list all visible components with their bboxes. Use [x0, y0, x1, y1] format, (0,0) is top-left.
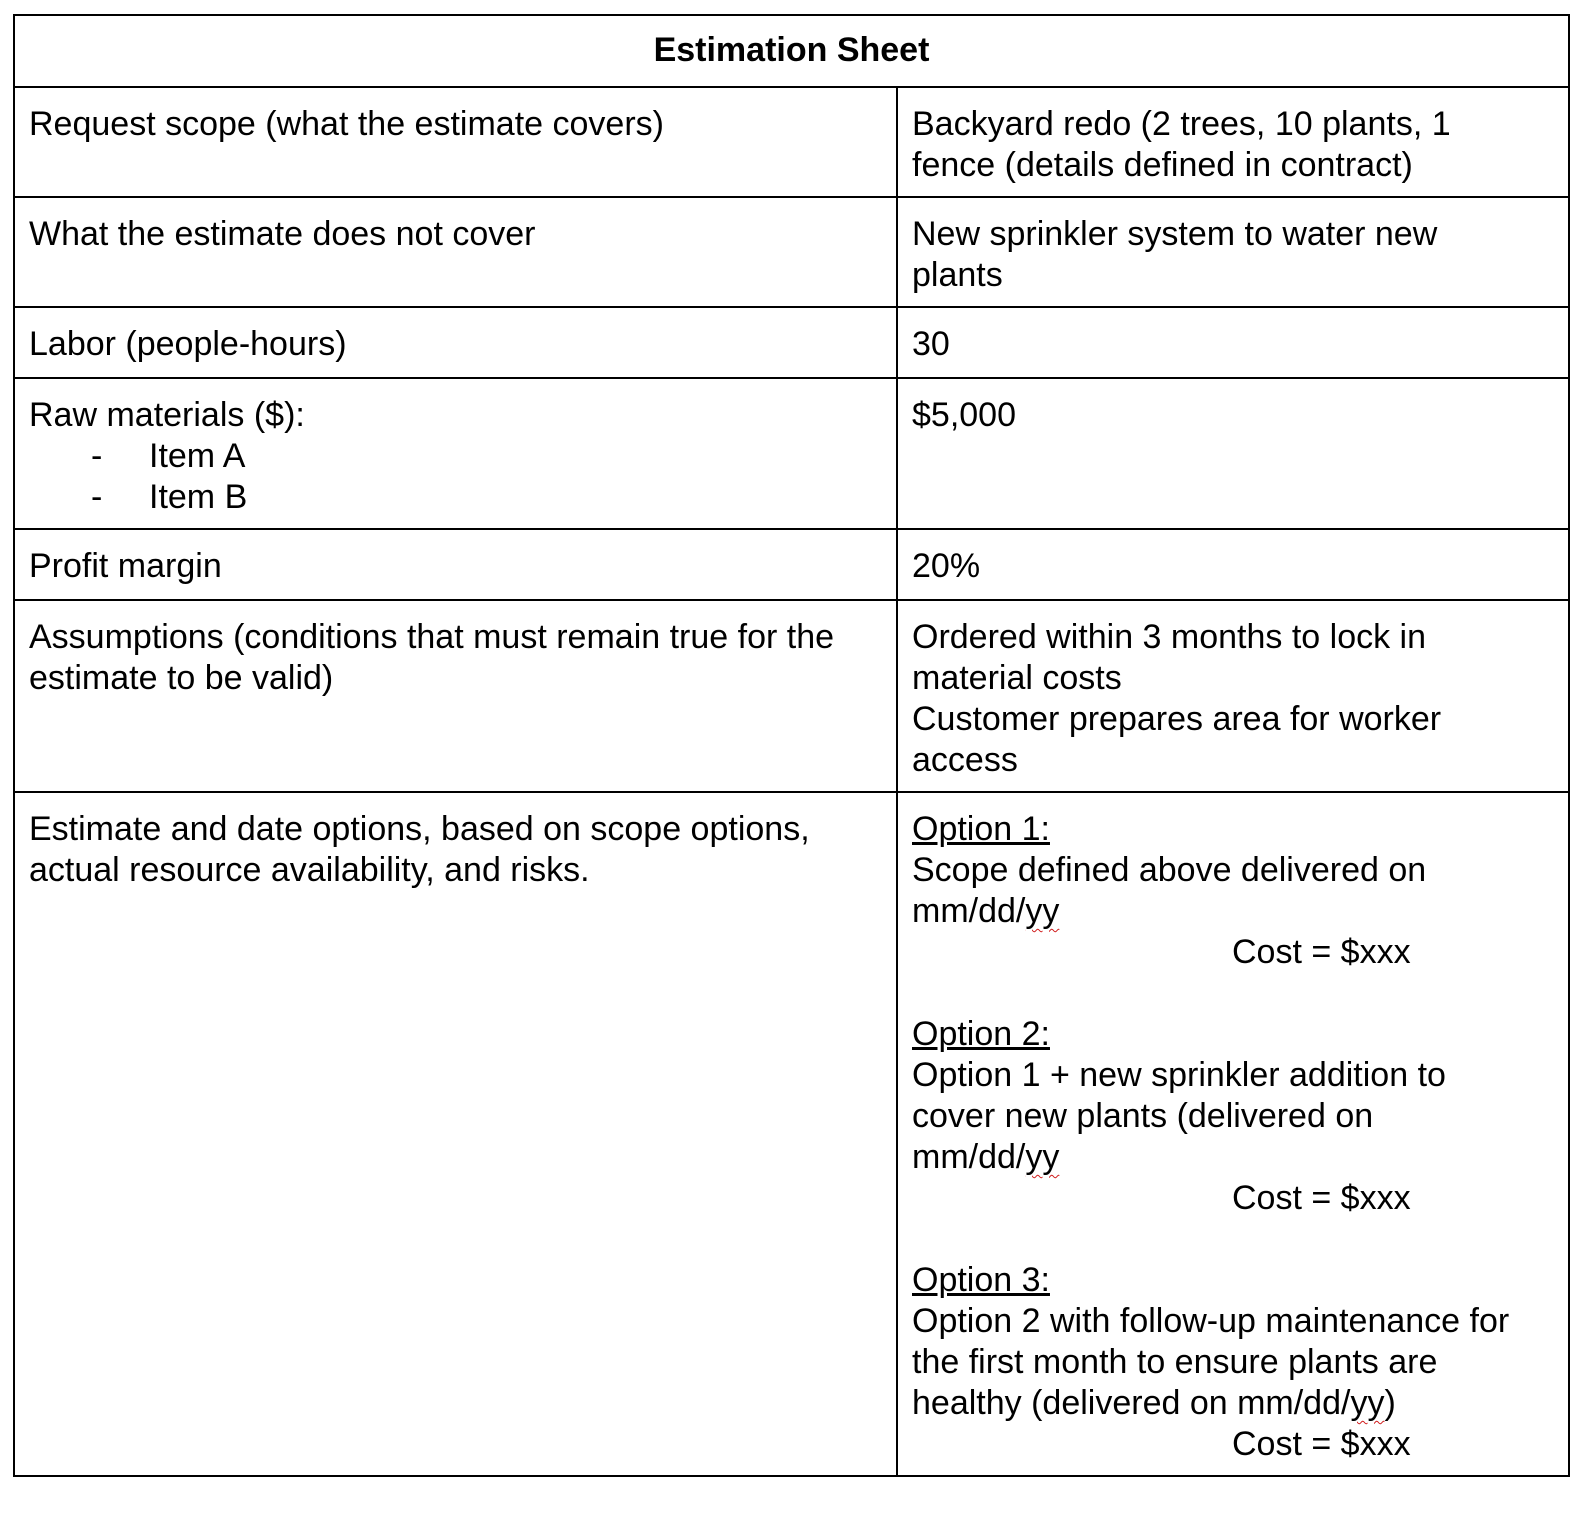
exclusions-value-line: plants [912, 256, 1003, 294]
option-2-text: Option 1 + new sprinkler addition to [912, 1056, 1446, 1094]
assumptions-value-line: Ordered within 3 months to lock in [912, 618, 1427, 656]
options-label-line: Estimate and date options, based on scope options, [29, 810, 810, 848]
list-dash: - [91, 478, 103, 516]
exclusions-label: What the estimate does not cover [14, 197, 897, 307]
materials-list-item [29, 436, 882, 477]
option-1-date [912, 891, 1554, 932]
estimation-sheet-table [13, 14, 1570, 1477]
option-1-cost: Cost = $xxx [1232, 933, 1411, 971]
assumptions-value [897, 600, 1569, 792]
option-2-heading: Option 2: [912, 1015, 1050, 1053]
option-2-date [912, 1137, 1554, 1178]
option-3-date [912, 1383, 1554, 1424]
materials-item-text: Item B [149, 478, 248, 516]
option-3-cost: Cost = $xxx [1232, 1425, 1411, 1463]
date-suffix: ) [1384, 1384, 1396, 1422]
scope-label: Request scope (what the estimate covers) [14, 87, 897, 197]
materials-list-item [29, 477, 882, 518]
list-dash: - [91, 437, 103, 475]
option-2-cost: Cost = $xxx [1232, 1179, 1411, 1217]
profit-row [14, 529, 1569, 600]
materials-value: $5,000 [897, 378, 1569, 529]
option-2-text: cover new plants (delivered on [912, 1097, 1374, 1135]
options-label-line: actual resource availability, and risks. [29, 851, 590, 889]
materials-label: Raw materials ($): [29, 396, 305, 434]
options-row [14, 792, 1569, 1476]
options-label [14, 792, 897, 1476]
option-3-text: Option 2 with follow-up maintenance for [912, 1302, 1510, 1340]
date-prefix: mm/dd/ [912, 892, 1026, 930]
materials-label-cell [14, 378, 897, 529]
scope-value-line: Backyard redo (2 trees, 10 plants, 1 [912, 105, 1451, 143]
assumptions-label-line: Assumptions (conditions that must remain true for the [29, 618, 835, 656]
options-value [897, 792, 1569, 1476]
labor-value: 30 [897, 307, 1569, 378]
sheet-title: Estimation Sheet [14, 15, 1569, 87]
option-3-heading: Option 3: [912, 1261, 1050, 1299]
option-3-text: the first month to ensure plants are [912, 1343, 1438, 1381]
option-1-text: Scope defined above delivered on [912, 851, 1427, 889]
exclusions-value [897, 197, 1569, 307]
assumptions-label [14, 600, 897, 792]
scope-value-line: fence (details defined in contract) [912, 146, 1413, 184]
date-prefix: healthy (delivered on mm/dd/ [912, 1384, 1351, 1422]
spacer [912, 1219, 1554, 1260]
assumptions-label-line: estimate to be valid) [29, 659, 334, 697]
labor-row [14, 307, 1569, 378]
spacer [912, 973, 1554, 1014]
materials-row [14, 378, 1569, 529]
assumptions-row [14, 600, 1569, 792]
materials-item-text: Item A [149, 437, 246, 475]
title-row [14, 15, 1569, 87]
labor-label: Labor (people-hours) [14, 307, 897, 378]
exclusions-row [14, 197, 1569, 307]
date-prefix: mm/dd/ [912, 1138, 1026, 1176]
spellcheck-word: yy [1350, 1384, 1385, 1422]
scope-value [897, 87, 1569, 197]
spellcheck-word: yy [1025, 1138, 1060, 1176]
option-1-heading: Option 1: [912, 810, 1050, 848]
exclusions-value-line: New sprinkler system to water new [912, 215, 1438, 253]
spellcheck-word: yy [1025, 892, 1060, 930]
assumptions-value-line: access [912, 741, 1018, 779]
assumptions-value-line: Customer prepares area for worker [912, 700, 1442, 738]
assumptions-value-line: material costs [912, 659, 1122, 697]
profit-value: 20% [897, 529, 1569, 600]
profit-label: Profit margin [14, 529, 897, 600]
scope-row [14, 87, 1569, 197]
